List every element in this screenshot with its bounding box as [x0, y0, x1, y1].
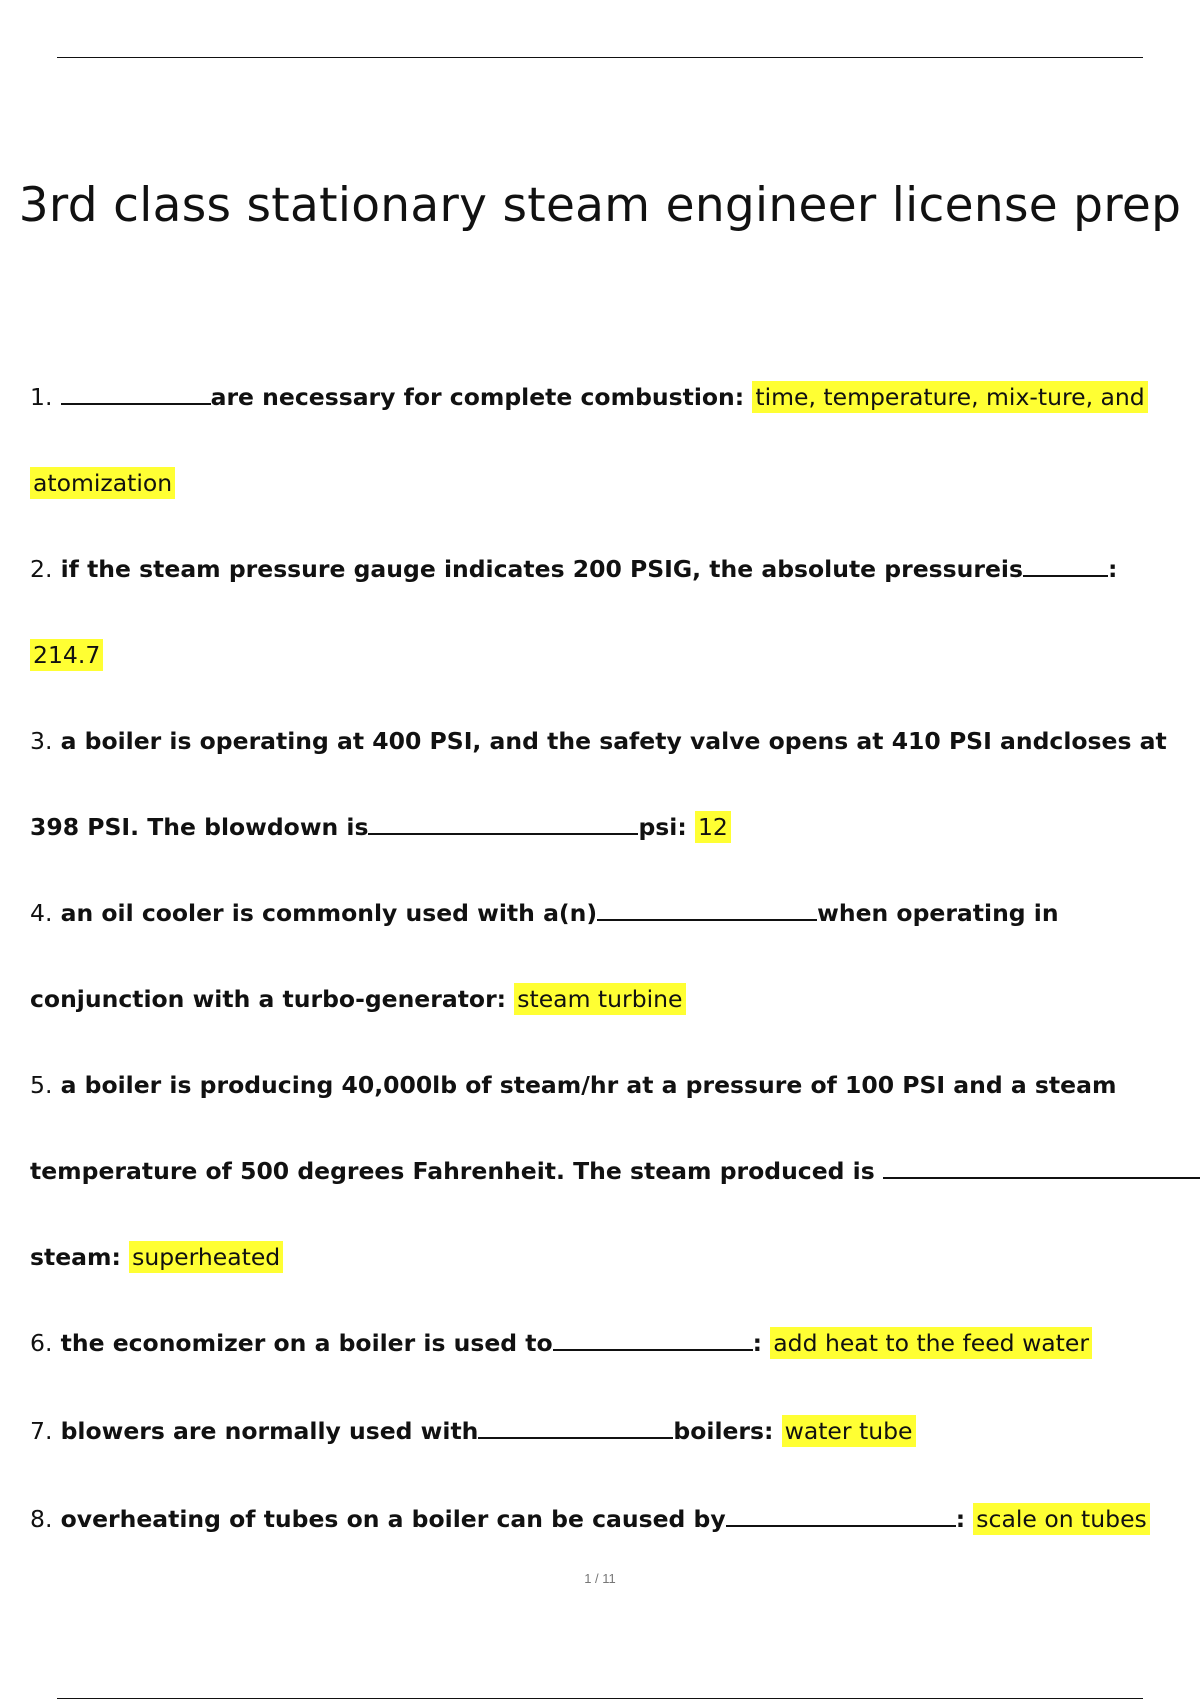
highlighted-answer: add heat to the feed water	[770, 1327, 1092, 1359]
highlighted-answer: steam turbine	[514, 983, 685, 1015]
question-1-line-2	[30, 463, 175, 503]
answer-blank	[478, 1417, 673, 1439]
highlighted-answer: water tube	[782, 1415, 916, 1447]
answer-blank	[61, 383, 211, 405]
answer-blank	[726, 1505, 956, 1527]
highlighted-answer: superheated	[129, 1241, 283, 1273]
answer-blank	[597, 899, 817, 921]
highlighted-answer: 12	[695, 811, 731, 843]
page-number: 1 / 11	[584, 1571, 616, 1586]
question-5-line-2: temperature of 500 degrees Fahrenheit. The steam produced is	[30, 1151, 1200, 1191]
question-2-line-1: 2. if the steam pressure gauge indicates 200 PSIG, the absolute pressureis :	[30, 555, 1118, 583]
answer-blank	[883, 1157, 1200, 1179]
document-title: 3rd class stationary steam engineer license prep	[18, 178, 1182, 233]
question-2-line-2	[30, 635, 103, 675]
highlighted-answer: time, temperature, mix-ture, and	[752, 381, 1147, 413]
question-5-line-1: 5. a boiler is producing 40,000lb of steam/hr at a pressure of 100 PSI and a steam	[30, 1071, 1117, 1099]
question-8-line-1: 8. overheating of tubes on a boiler can be caused by : scale on tubes	[30, 1499, 1150, 1539]
bottom-rule	[57, 1698, 1143, 1699]
question-7-line-1: 7. blowers are normally used with boilers: water tube	[30, 1411, 916, 1451]
answer-blank	[1023, 555, 1108, 577]
question-5-line-3: steam: superheated	[30, 1237, 283, 1277]
highlighted-answer: scale on tubes	[973, 1503, 1150, 1535]
question-1-line-1: 1. are necessary for complete combustion: time, temperature, mix-ture, and	[30, 377, 1148, 417]
highlighted-answer: atomization	[30, 467, 175, 499]
question-3-line-2: 398 PSI. The blowdown is psi: 12	[30, 807, 731, 847]
question-3-line-1: 3. a boiler is operating at 400 PSI, and the safety valve opens at 410 PSI andcloses at	[30, 727, 1167, 755]
question-6-line-1: 6. the economizer on a boiler is used to : add heat to the feed water	[30, 1323, 1092, 1363]
answer-blank	[368, 813, 638, 835]
question-4-line-1: 4. an oil cooler is commonly used with a(n) when operating in	[30, 899, 1059, 927]
highlighted-answer: 214.7	[30, 639, 103, 671]
answer-blank	[553, 1329, 753, 1351]
top-rule	[57, 57, 1143, 58]
question-4-line-2: conjunction with a turbo-generator: steam turbine	[30, 979, 686, 1019]
